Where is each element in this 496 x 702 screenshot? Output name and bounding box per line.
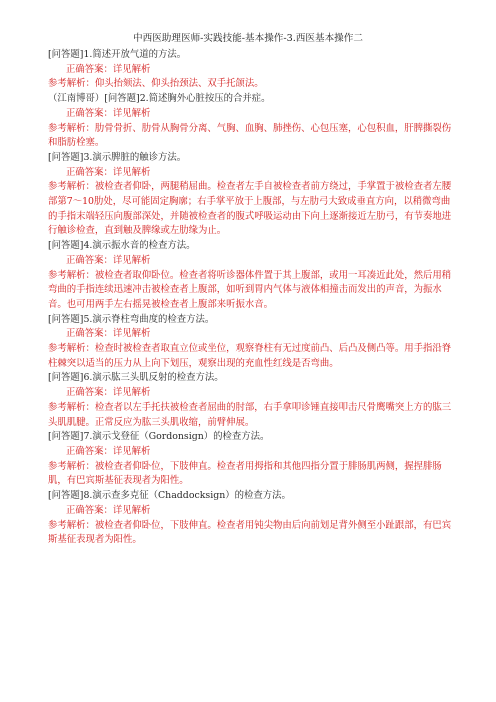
reference-analysis: 参考解析：被检查者取仰卧位。检查者将听诊器体件置于其上腹部，或用一耳凑近此处，然后用稍弯曲的手指连续迅速冲击被检查者上腹部，如听到胃内气体与液体相撞击而发出的声音，为振水音。也可用两手左右摇晃被检查者上腹部来听振水音。 [48, 269, 452, 310]
correct-answer: 正确答案：详见解析 [66, 504, 151, 516]
reference-analysis: 参考解析：被检查者仰卧，两腿稍屈曲。检查者左手自被检查者前方绕过，手掌置于被检查者左腰部第7～10肋处，尽可能固定胸廓；右手掌平放于上腹部，与左肋弓大致成垂直方向，以稍微弯曲的手指末端轻压向腹部深处，并随被检查者的腹式呼吸运动由下向上逐渐接近左肋弓，有节奏地进行触诊检查，直到触及脾缘或左肋缘为止。 [48, 181, 452, 237]
correct-answer: 正确答案：详见解析 [66, 166, 151, 178]
reference-analysis: 参考解析：肋骨骨折、肋骨从胸骨分离、气胸、血胸、肺挫伤、心包压塞，心包积血，肝脾撕裂伤和脂肪栓塞。 [48, 122, 452, 149]
question-item-1 [48, 48, 452, 92]
question-text: [问答题]7.演示戈登征（Gordonsign）的检查方法。 [48, 431, 270, 443]
question-text: [问答题]4.演示振水音的检查方法。 [48, 240, 196, 252]
reference-analysis: 参考解析：检查者以左手托扶被检查者屈曲的肘部，右手拿叩诊锤直接叩击尺骨鹰嘴突上方的肱三头肌肌腱。正常反应为肱三头肌收缩，前臂伸展。 [48, 401, 452, 428]
question-item-7 [48, 430, 452, 489]
reference-analysis: 参考解析：被检查者仰卧位，下肢伸直。检查者用钝尖物由后向前划足背外侧至小趾跟部，有巴宾斯基征表现者为阳性。 [48, 519, 452, 546]
question-item-4 [48, 239, 452, 313]
question-text: [问答题]6.演示肱三头肌反射的检查方法。 [48, 372, 224, 384]
question-text: [问答题]5.演示脊柱弯曲度的检查方法。 [48, 313, 215, 325]
correct-answer: 正确答案：详见解析 [66, 387, 151, 399]
correct-answer: 正确答案：详见解析 [66, 107, 151, 119]
question-text: [问答题]3.演示脾脏的触诊方法。 [48, 151, 187, 163]
question-item-5 [48, 313, 452, 372]
correct-answer: 正确答案：详见解析 [66, 445, 151, 457]
document-title: 中西医助理医师-实践技能-基本操作-3.西医基本操作二 [133, 33, 363, 44]
question-item-8 [48, 489, 452, 548]
correct-answer: 正确答案：详见解析 [66, 328, 151, 340]
correct-answer: 正确答案：详见解析 [66, 63, 151, 75]
reference-analysis: 参考解析：仰头抬颏法、仰头抬颈法、双手托颌法。 [48, 78, 264, 90]
question-list [48, 48, 452, 548]
reference-analysis: 参考解析：被检查者仰卧位，下肢伸直。检查者用拇指和其他四指分置于腓肠肌两侧，握捏腓肠肌，有巴宾斯基征表现者为阳性。 [48, 460, 442, 487]
question-text: [问答题]1.简述开放气道的方法。 [48, 49, 187, 60]
reference-analysis: 参考解析：检查时被检查者取直立位或坐位，观察脊柱有无过度前凸、后凸及侧凸等。用手指沿脊柱棘突以适当的压力从上向下划压，观察出现的充血性红线是否弯曲。 [48, 343, 452, 369]
question-item-3 [48, 151, 452, 239]
question-text: [问答题]8.演示查多克征（Chaddocksign）的检查方法。 [48, 490, 291, 502]
question-item-2 [48, 92, 452, 151]
question-item-6 [48, 371, 452, 430]
question-text: （江南博哥）[问答题]2.简述胸外心脏按压的合并症。 [48, 93, 271, 105]
correct-answer: 正确答案：详见解析 [66, 254, 151, 266]
